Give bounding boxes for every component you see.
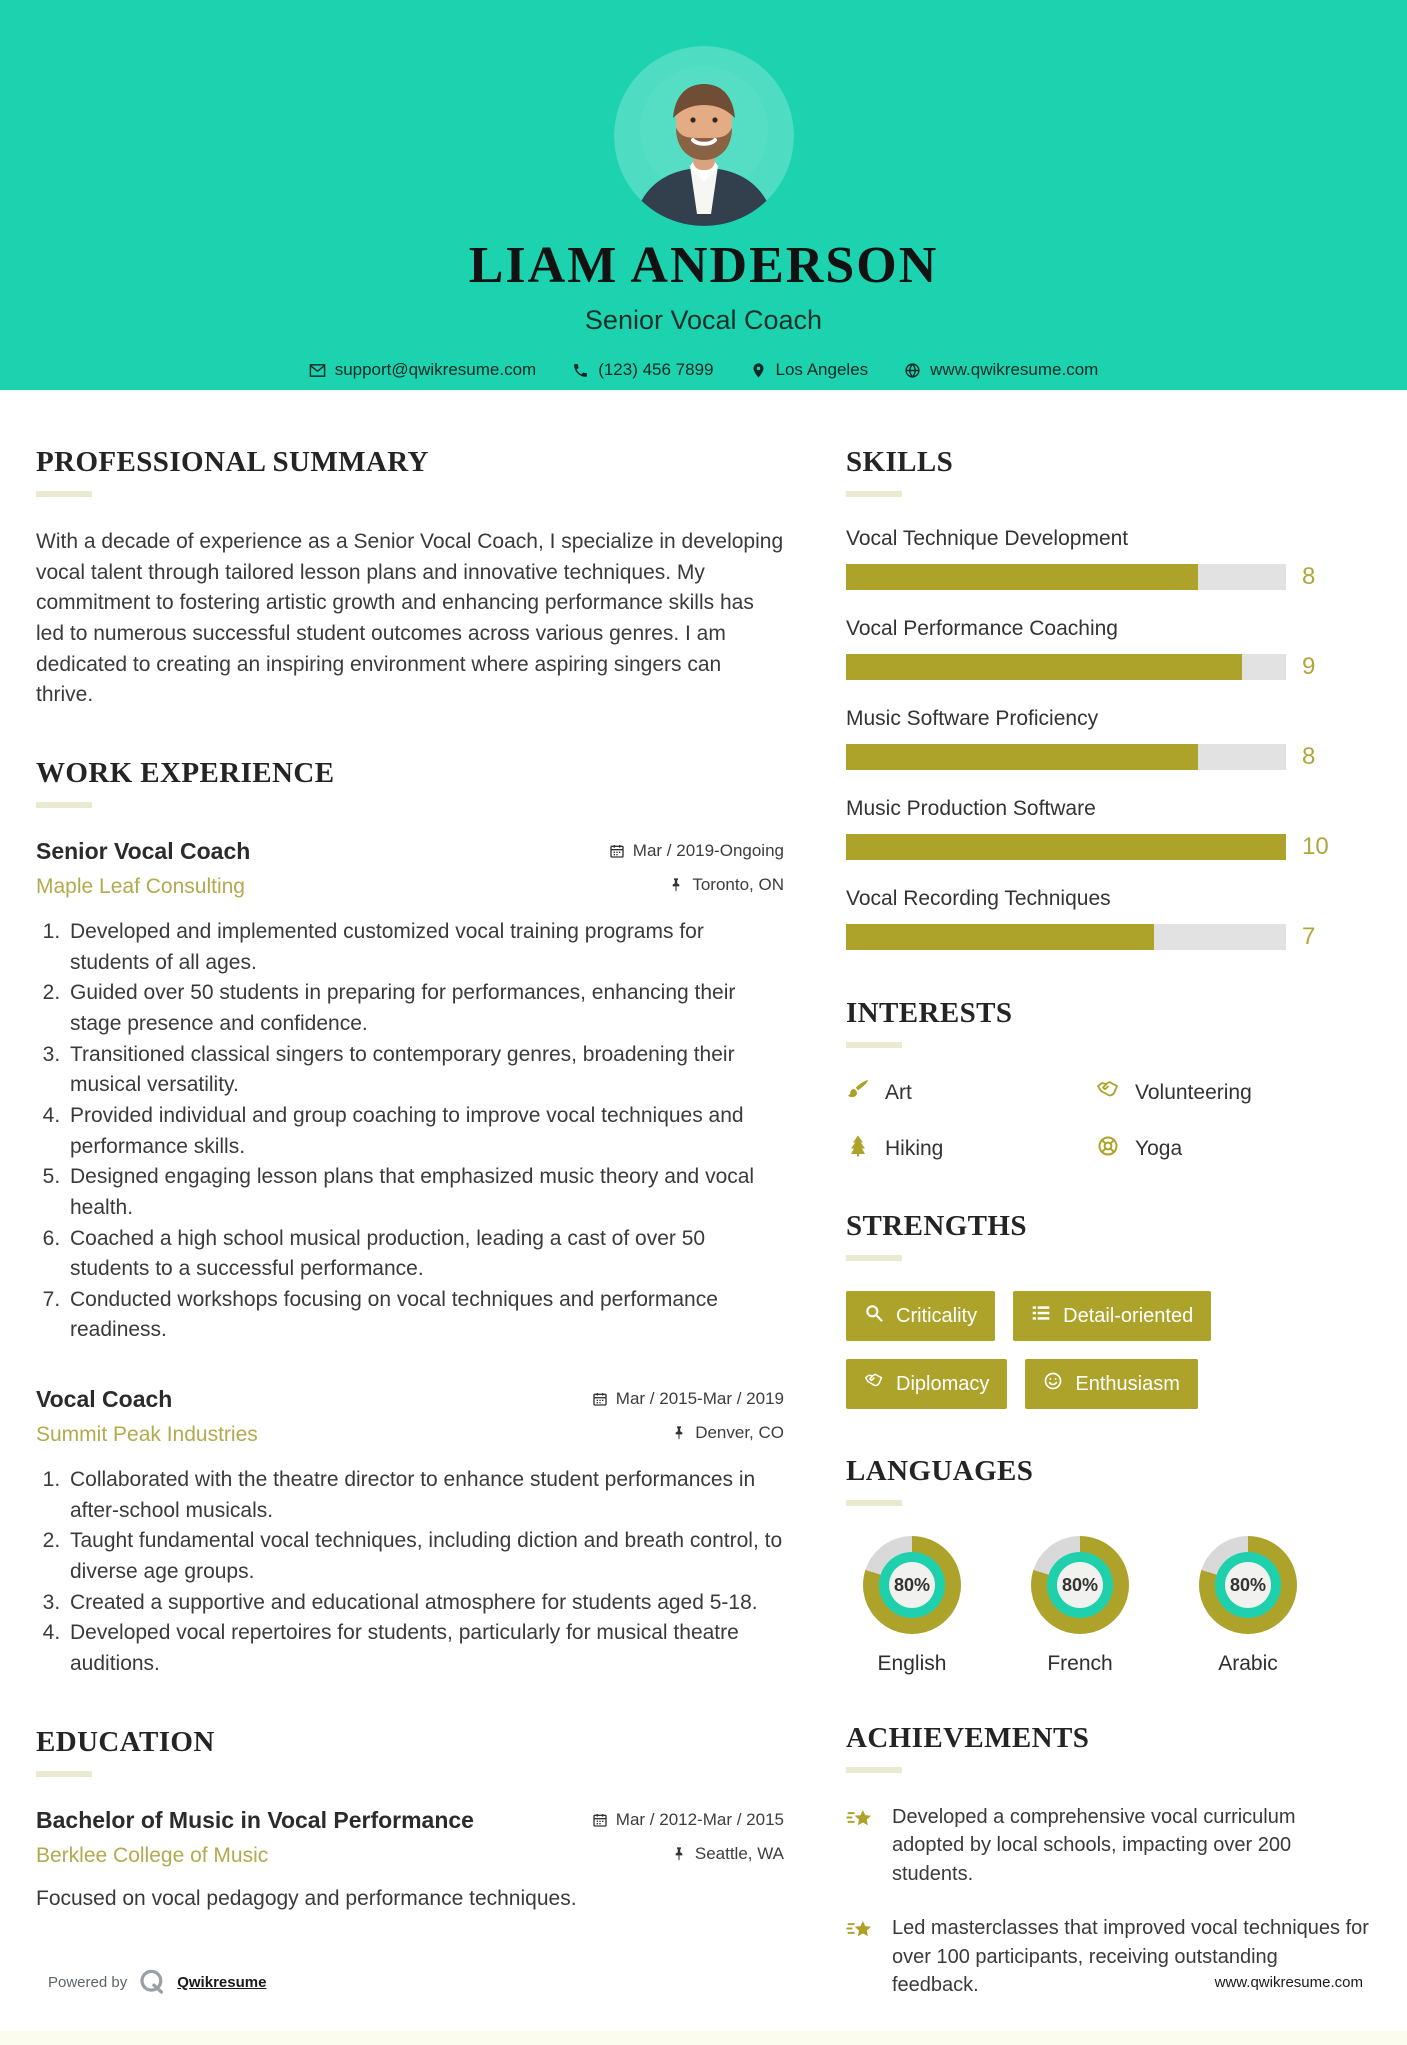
strength-label: Diplomacy (896, 1372, 990, 1395)
skill-bar-fill (846, 834, 1286, 860)
language-label: French (1047, 1652, 1113, 1675)
experience-heading: WORK EXPERIENCE (36, 756, 335, 789)
achievements-heading: ACHIEVEMENTS (846, 1722, 1090, 1754)
language-percent: 80% (1225, 1562, 1271, 1608)
bullet-item: 4. Provided individual and group coaching to improve vocal techniques and performance skills. (66, 1101, 784, 1162)
strengths-list (846, 1291, 1276, 1409)
contact-website[interactable] (904, 360, 1098, 380)
achievement-text: Developed a comprehensive vocal curriculum adopted by local schools, impacting over 200 students. (892, 1806, 1296, 1885)
company-name: Maple Leaf Consulting (36, 874, 245, 898)
phone-icon (572, 362, 589, 379)
section-strengths (846, 1210, 1369, 1409)
tree-icon (846, 1134, 870, 1158)
experience-item (36, 838, 784, 1346)
skills-heading: SKILLS (846, 446, 954, 478)
skill-item (846, 527, 1369, 591)
experience-item (36, 1386, 784, 1680)
qwikresume-logo-icon (137, 1967, 167, 1997)
envelope-icon (309, 362, 326, 379)
header-banner (0, 0, 1407, 390)
handshake-icon (1096, 1078, 1120, 1102)
bullet-item: 1. Collaborated with the theatre director to enhance student performances in after-school musicals. (66, 1465, 784, 1526)
skill-value: 7 (1302, 923, 1316, 950)
languages-list (846, 1536, 1369, 1676)
strength-badge (1025, 1359, 1198, 1409)
powered-by-label: Powered by (48, 1973, 128, 1991)
skill-value: 10 (1302, 833, 1329, 860)
skill-bar-fill (846, 654, 1242, 680)
heading-underline (846, 1042, 902, 1048)
language-label: English (877, 1652, 947, 1675)
section-experience (36, 757, 784, 1680)
strength-label: Criticality (896, 1304, 978, 1327)
language-donut (1031, 1536, 1129, 1634)
handshake-icon (864, 1371, 884, 1391)
heading-underline (846, 1500, 902, 1506)
bullet-item: 2. Guided over 50 students in preparing for performances, enhancing their stage presence and confidence. (66, 978, 784, 1039)
achievement-item (846, 1803, 1369, 1888)
subtitle-job-title: Senior Vocal Coach (584, 305, 823, 335)
smiley-icon (1043, 1371, 1063, 1391)
job-dates (592, 1389, 784, 1409)
bullet-item: 7. Conducted workshops focusing on vocal techniques and performance readiness. (66, 1285, 784, 1346)
skill-bar-fill (846, 924, 1154, 950)
achievement-text: Led masterclasses that improved vocal techniques for over 100 participants, receiving outstanding feedback. (892, 1917, 1369, 1996)
job-bullets (36, 1465, 784, 1680)
skill-label: Music Production Software (846, 797, 1096, 820)
strength-badge (846, 1291, 995, 1341)
avatar (614, 46, 794, 226)
language-donut-inner-ring (1047, 1552, 1113, 1618)
pushpin-icon (668, 877, 684, 893)
education-dates-text: Mar / 2012-Mar / 2015 (615, 1809, 784, 1829)
contact-location (750, 360, 869, 380)
job-location-text: Denver, CO (695, 1423, 784, 1443)
language-donut (1199, 1536, 1297, 1634)
interest-label: Volunteering (1135, 1081, 1252, 1104)
language-percent: 80% (889, 1562, 935, 1608)
calendar-icon (609, 843, 625, 859)
strength-badge (1013, 1291, 1211, 1341)
skill-item (846, 707, 1369, 771)
languages-heading: LANGUAGES (846, 1455, 1034, 1487)
bullet-item: 1. Developed and implemented customized vocal training programs for students of all ages. (66, 917, 784, 978)
degree-title: Bachelor of Music in Vocal Performance (36, 1806, 474, 1833)
contact-row (0, 360, 1407, 380)
language-donut-inner-ring (879, 1552, 945, 1618)
interests-heading: INTERESTS (846, 997, 1013, 1029)
skill-bar-track (846, 654, 1286, 680)
job-title: Senior Vocal Coach (36, 837, 251, 864)
bullet-item: 3. Transitioned classical singers to contemporary genres, broadening their musical versatility. (66, 1040, 784, 1101)
heading-underline (846, 1255, 902, 1261)
heading-underline (36, 1771, 92, 1777)
job-location-text: Toronto, ON (692, 874, 784, 894)
interest-item (1096, 1134, 1346, 1164)
footer-website-link[interactable]: www.qwikresume.com (1214, 1973, 1363, 1991)
contact-email-text: support@qwikresume.com (334, 360, 537, 379)
interests-list (846, 1078, 1369, 1164)
qwikresume-brand-link[interactable]: Qwikresume (177, 1973, 267, 1991)
interest-label: Art (885, 1081, 912, 1104)
summary-text: With a decade of experience as a Senior Vocal Coach, I specialize in developing vocal talent through tailored lesson plans and innovative techniques. My commitment to fostering artistic growth and enhancing performance skills has led to numerous successful student outcomes across various genres. I am dedicated to creating an inspiring environment where aspiring singers can thrive. (36, 530, 784, 707)
pushpin-icon (671, 1425, 687, 1441)
calendar-icon (592, 1812, 608, 1828)
job-dates (609, 841, 784, 861)
language-donut-inner-ring (1215, 1552, 1281, 1618)
skill-value: 8 (1302, 563, 1316, 590)
strength-label: Detail-oriented (1063, 1304, 1194, 1327)
pushpin-icon (671, 1846, 687, 1862)
heading-underline (846, 491, 902, 497)
strengths-heading: STRENGTHS (846, 1210, 1027, 1242)
list-icon (1031, 1303, 1051, 1323)
page-title: LIAM ANDERSON (468, 237, 939, 294)
education-heading: EDUCATION (36, 1725, 215, 1758)
wheel-icon (1096, 1134, 1120, 1158)
interest-item (1096, 1078, 1346, 1108)
heading-underline (36, 491, 92, 497)
paintbrush-icon (846, 1078, 870, 1102)
skill-item (846, 887, 1369, 951)
contact-website-text: www.qwikresume.com (930, 360, 1099, 379)
footer (48, 1967, 1363, 1997)
bullet-item: 2. Taught fundamental vocal techniques, including diction and breath control, to diverse age groups. (66, 1526, 784, 1587)
education-dates (592, 1810, 784, 1830)
interest-label: Hiking (885, 1137, 944, 1160)
heading-underline (36, 802, 92, 808)
skill-bar-fill (846, 744, 1198, 770)
summary-heading: PROFESSIONAL SUMMARY (36, 446, 429, 478)
skill-bar-track (846, 564, 1286, 590)
section-interests (846, 997, 1369, 1164)
bullet-item: 5. Designed engaging lesson plans that emphasized music theory and vocal health. (66, 1162, 784, 1223)
bullet-item: 6. Coached a high school musical production, leading a cast of over 50 students to a successful performance. (66, 1224, 784, 1285)
skill-value: 9 (1302, 653, 1316, 680)
globe-icon (904, 362, 921, 379)
language-item (1182, 1536, 1314, 1676)
skill-bar-track (846, 834, 1286, 860)
interest-item (846, 1134, 1096, 1164)
skills-list (846, 527, 1369, 951)
language-item (1014, 1536, 1146, 1676)
search-icon (864, 1303, 884, 1323)
skill-label: Vocal Recording Techniques (846, 887, 1111, 910)
education-note: Focused on vocal pedagogy and performance techniques. (36, 1886, 577, 1910)
skill-value: 8 (1302, 743, 1316, 770)
skill-item (846, 797, 1369, 861)
heading-underline (846, 1767, 902, 1773)
company-name: Summit Peak Industries (36, 1423, 258, 1447)
contact-email[interactable] (309, 360, 537, 380)
job-dates-text: Mar / 2019-Ongoing (632, 840, 784, 860)
interest-label: Yoga (1135, 1137, 1183, 1160)
job-location (671, 1423, 784, 1443)
shooting-star-icon (846, 1805, 876, 1835)
education-location (671, 1844, 784, 1864)
profile-photo (614, 46, 794, 226)
section-summary (36, 446, 784, 711)
section-languages (846, 1455, 1369, 1676)
section-achievements (846, 1722, 1369, 1999)
section-skills (846, 446, 1369, 951)
job-dates-text: Mar / 2015-Mar / 2019 (615, 1389, 784, 1409)
job-location (668, 875, 784, 895)
shooting-star-icon (846, 1916, 876, 1946)
skill-bar-track (846, 744, 1286, 770)
skill-label: Music Software Proficiency (846, 707, 1099, 730)
bullet-item: 3. Created a supportive and educational atmosphere for students aged 5-18. (66, 1588, 784, 1619)
language-donut (863, 1536, 961, 1634)
contact-phone-text: (123) 456 7899 (598, 360, 714, 379)
bullet-item: 4. Developed vocal repertoires for students, particularly for musical theatre auditions. (66, 1618, 784, 1679)
skill-label: Vocal Technique Development (846, 527, 1129, 550)
education-location-text: Seattle, WA (694, 1843, 784, 1863)
language-percent: 80% (1057, 1562, 1103, 1608)
contact-phone[interactable] (572, 360, 713, 380)
job-title: Vocal Coach (36, 1386, 173, 1413)
strength-label: Enthusiasm (1075, 1372, 1180, 1395)
skill-bar-fill (846, 564, 1198, 590)
interest-item (846, 1078, 1096, 1108)
school-name: Berklee College of Music (36, 1843, 269, 1867)
calendar-icon (592, 1391, 608, 1407)
skill-item (846, 617, 1369, 681)
job-bullets (36, 917, 784, 1346)
strength-badge (846, 1359, 1007, 1409)
language-item (846, 1536, 978, 1676)
language-label: Arabic (1218, 1652, 1278, 1675)
bottom-strip (0, 2031, 1407, 2045)
contact-location-text: Los Angeles (775, 360, 869, 379)
skill-bar-track (846, 924, 1286, 950)
skill-label: Vocal Performance Coaching (846, 617, 1118, 640)
map-pin-icon (750, 362, 767, 379)
section-education (36, 1726, 784, 1915)
experience-list (36, 838, 784, 1680)
